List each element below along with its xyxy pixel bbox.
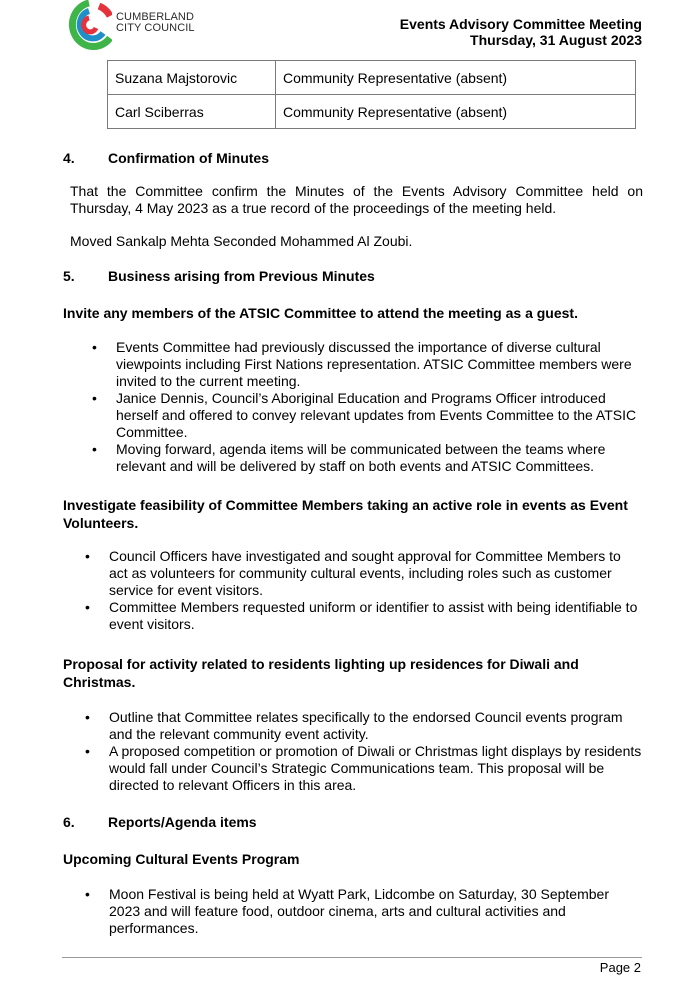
table-row (108, 61, 636, 95)
diwali-heading: Proposal for activity related to residents lighting up residences for Diwali and Christmas. (63, 656, 579, 690)
member-name: Carl Sciberras (108, 95, 276, 129)
section-6-title: Reports/Agenda items (108, 814, 257, 830)
attendance-table (107, 60, 636, 129)
member-role: Community Representative (absent) (276, 61, 636, 95)
logo-line-2: CITY COUNCIL (116, 22, 195, 34)
footer-divider (62, 957, 642, 958)
section-4-paragraph: That the Committee confirm the Minutes of the Events Advisory Committee held on Thursday, 4 May 2023 as a true record of the proceedings of the meeting held. (70, 183, 643, 216)
member-name: Suzana Majstorovic (108, 61, 276, 95)
list-item: • Committee Members requested uniform or identifier to assist with being identifiable to event visitors. (85, 599, 638, 632)
bullet-icon: • (85, 709, 90, 725)
atsic-invite-heading: Invite any members of the ATSIC Committee to attend the meeting as a guest. (63, 305, 578, 321)
member-role: Community Representative (absent) (276, 95, 636, 129)
table-row (108, 95, 636, 129)
bullet-icon: • (85, 886, 90, 902)
section-4-title: Confirmation of Minutes (108, 150, 269, 166)
volunteers-heading: Investigate feasibility of Committee Members taking an active role in events as Event Volunteers. (63, 497, 628, 531)
diwali-list (85, 709, 642, 794)
logo-line-1: CUMBERLAND (116, 11, 195, 23)
list-item: • A proposed competition or promotion of Diwali or Christmas light displays by residents would fall under Council’s Strategic Communications team. This proposal will be directed to relevant Officers in this area. (85, 743, 642, 793)
list-item: • Outline that Committee relates specifically to the endorsed Council events program and the relevant community event activity. (85, 709, 623, 742)
meeting-date: Thursday, 31 August 2023 (470, 32, 642, 48)
atsic-invite-list (92, 339, 643, 475)
council-name (116, 12, 195, 34)
list-item: • Moving forward, agenda items will be communicated between the teams where relevant and will be delivered by staff on both events and ATSIC Committees. (92, 441, 606, 474)
bullet-icon: • (92, 441, 97, 457)
bullet-icon: • (92, 339, 97, 355)
meeting-info (400, 16, 642, 48)
cultural-events-heading: Upcoming Cultural Events Program (63, 851, 300, 867)
bullet-icon: • (85, 548, 90, 564)
section-4-number: 4. (63, 150, 75, 166)
section-4-motion: Moved Sankalp Mehta Seconded Mohammed Al Zoubi. (70, 233, 413, 249)
section-6-number: 6. (63, 814, 75, 830)
cultural-events-list (85, 886, 642, 937)
list-item: • Moon Festival is being held at Wyatt Park, Lidcombe on Saturday, 30 September 2023 and will feature food, outdoor cinema, arts and cultural activities and performances. (85, 886, 609, 936)
list-item: • Events Committee had previously discussed the importance of diverse cultural viewpoints including First Nations representation. ATSIC Committee members were invited to the current meeting. (92, 339, 632, 389)
volunteers-list (85, 548, 642, 633)
bullet-icon: • (85, 599, 90, 615)
list-item: • Council Officers have investigated and sought approval for Committee Members to act as volunteers for community cultural events, including roles such as customer service for event visitors. (85, 548, 621, 598)
section-5-number: 5. (63, 268, 75, 284)
section-5-title: Business arising from Previous Minutes (108, 268, 375, 284)
page-number: Page 2 (599, 960, 641, 975)
meeting-title: Events Advisory Committee Meeting (399, 16, 642, 32)
bullet-icon: • (92, 390, 97, 406)
cumberland-logo-icon (66, 0, 112, 50)
bullet-icon: • (85, 743, 90, 759)
page-header (0, 0, 682, 56)
list-item: • Janice Dennis, Council’s Aboriginal Education and Programs Officer introduced herself and offered to convey relevant updates from Events Committee to the ATSIC Committee. (92, 390, 637, 440)
